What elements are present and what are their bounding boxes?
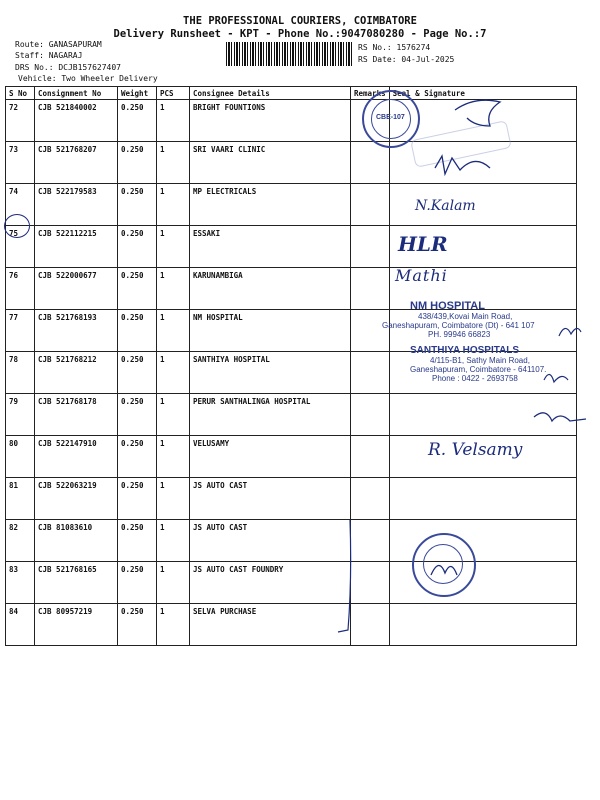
cell-weight: 0.250 [118,184,157,226]
cell-consignment: CJB 522112215 [35,226,118,268]
cell-signature [389,604,576,646]
cell-weight: 0.250 [118,268,157,310]
col-pcs: PCS [157,87,190,100]
rs-no: RS No.: 1576274 [358,43,431,52]
cell-weight: 0.250 [118,436,157,478]
cell-consignment: CJB 81083610 [35,520,118,562]
signature-row75: HLR [398,232,448,256]
cell-consignment: CJB 80957219 [35,604,118,646]
signature-row72 [445,92,525,132]
cell-weight: 0.250 [118,100,157,142]
cell-consignment: CJB 521768193 [35,310,118,352]
cell-consignment: CJB 521768207 [35,142,118,184]
cell-consignee: MP ELECTRICALS [190,184,351,226]
santhiya-hospital-name: SANTHIYA HOSPITALS [410,345,520,356]
cell-remarks [351,394,390,436]
barcode [226,42,352,66]
nm-hospital-stamp [380,300,550,339]
cell-consignee: JS AUTO CAST FOUNDRY [190,562,351,604]
signature-row76: Mathi [395,266,448,285]
cell-pcs: 1 [157,436,190,478]
cell-consignee: PERUR SANTHALINGA HOSPITAL [190,394,351,436]
nm-hospital-phone: PH. 99946 66823 [428,330,491,339]
cell-consignee: JS AUTO CAST [190,520,351,562]
cell-pcs: 1 [157,478,190,520]
cell-sno: 80 [6,436,35,478]
cell-sno: 83 [6,562,35,604]
table-row [6,604,577,646]
cell-sno: 74 [6,184,35,226]
signature-row78 [540,366,574,388]
seal-code: CBE-107 [376,114,405,121]
table-row [6,520,577,562]
cell-weight: 0.250 [118,226,157,268]
cell-consignment: CJB 522147910 [35,436,118,478]
drs-label: DRS No.: DCJB157627407 [15,63,121,72]
cell-sno: 76 [6,268,35,310]
nm-hospital-name: NM HOSPITAL [410,300,485,312]
cell-weight: 0.250 [118,142,157,184]
cell-sno: 77 [6,310,35,352]
signature-row73 [430,148,510,180]
col-consignee: Consignee Details [190,87,351,100]
cell-weight: 0.250 [118,394,157,436]
cell-weight: 0.250 [118,562,157,604]
cell-pcs: 1 [157,100,190,142]
cell-remarks [351,226,390,268]
cell-sno: 75 [6,226,35,268]
cell-consignee: NM HOSPITAL [190,310,351,352]
cell-pcs: 1 [157,310,190,352]
staff-label: Staff: NAGARAJ [15,51,83,60]
signature-row80: R. Velsamy [428,440,523,460]
santhiya-hospital-address2: Ganeshapuram, Coimbatore - 641107. [410,365,547,374]
santhiya-hospital-address1: 4/115-B1, Sathy Main Road, [430,356,530,365]
table-row [6,562,577,604]
nm-hospital-address1: 438/439,Kovai Main Road, [418,312,513,321]
cell-remarks [351,184,390,226]
vehicle-label: Vehicle: Two Wheeler Delivery [18,74,158,83]
cell-weight: 0.250 [118,352,157,394]
company-title: THE PROFESSIONAL COURIERS, COIMBATORE [183,15,417,27]
company-seal-stamp [362,90,420,148]
col-sno: S No [6,87,35,100]
cell-remarks [351,142,390,184]
cell-pcs: 1 [157,562,190,604]
cell-sno: 72 [6,100,35,142]
cell-pcs: 1 [157,226,190,268]
cell-remarks [351,478,390,520]
cell-consignment: CJB 521768165 [35,562,118,604]
cell-sno: 79 [6,394,35,436]
cell-sno: 84 [6,604,35,646]
col-remarks: Remarks [351,87,390,100]
cell-weight: 0.250 [118,520,157,562]
cell-pcs: 1 [157,184,190,226]
signature-row79 [530,405,590,433]
cell-consignee: BRIGHT FOUNTIONS [190,100,351,142]
signature-row77 [555,320,585,342]
runsheet-subtitle: Delivery Runsheet - KPT - Phone No.:9047080280 - Page No.:7 [113,28,487,40]
cell-signature [389,478,576,520]
cell-weight: 0.250 [118,604,157,646]
rs-date: RS Date: 04-Jul-2025 [358,55,455,64]
table-row [6,478,577,520]
table-row [6,226,577,268]
cell-consignee: KARUNAMBIGA [190,268,351,310]
cell-pcs: 1 [157,142,190,184]
cell-consignment: CJB 521768178 [35,394,118,436]
nm-hospital-address2: Ganeshapuram, Coimbatore (Dt) - 641 107 [382,321,535,330]
cell-pcs: 1 [157,268,190,310]
col-consignment: Consignment No [35,87,118,100]
cell-consignment: CJB 522179583 [35,184,118,226]
col-weight: Weight [118,87,157,100]
route-label: Route: GANASAPURAM [15,40,102,49]
cell-pcs: 1 [157,394,190,436]
cell-sno: 73 [6,142,35,184]
cell-consignment: CJB 521768212 [35,352,118,394]
cell-consignee: SRI VAARI CLINIC [190,142,351,184]
cell-sno: 81 [6,478,35,520]
cell-pcs: 1 [157,352,190,394]
cell-consignee: JS AUTO CAST [190,478,351,520]
cell-remarks [351,352,390,394]
cell-remarks [351,436,390,478]
pen-circle-mark [4,214,30,238]
pen-line-mark [330,520,360,640]
table-row [6,394,577,436]
cell-weight: 0.250 [118,478,157,520]
cell-pcs: 1 [157,520,190,562]
cell-consignee: SANTHIYA HOSPITAL [190,352,351,394]
table-row [6,184,577,226]
cell-consignment: CJB 521840002 [35,100,118,142]
cell-consignee: SELVA PURCHASE [190,604,351,646]
cell-consignment: CJB 522000677 [35,268,118,310]
cell-sno: 78 [6,352,35,394]
santhiya-hospital-phone: Phone : 0422 - 2693758 [432,374,518,383]
cell-consignment: CJB 522063219 [35,478,118,520]
signature-row74: N.Kalam [415,198,476,214]
cell-consignee: ESSAKI [190,226,351,268]
cell-pcs: 1 [157,604,190,646]
cell-sno: 82 [6,520,35,562]
signature-row83 [425,555,465,585]
col-signature: Seal & Signature [389,87,576,100]
cell-weight: 0.250 [118,310,157,352]
cell-consignee: VELUSAMY [190,436,351,478]
